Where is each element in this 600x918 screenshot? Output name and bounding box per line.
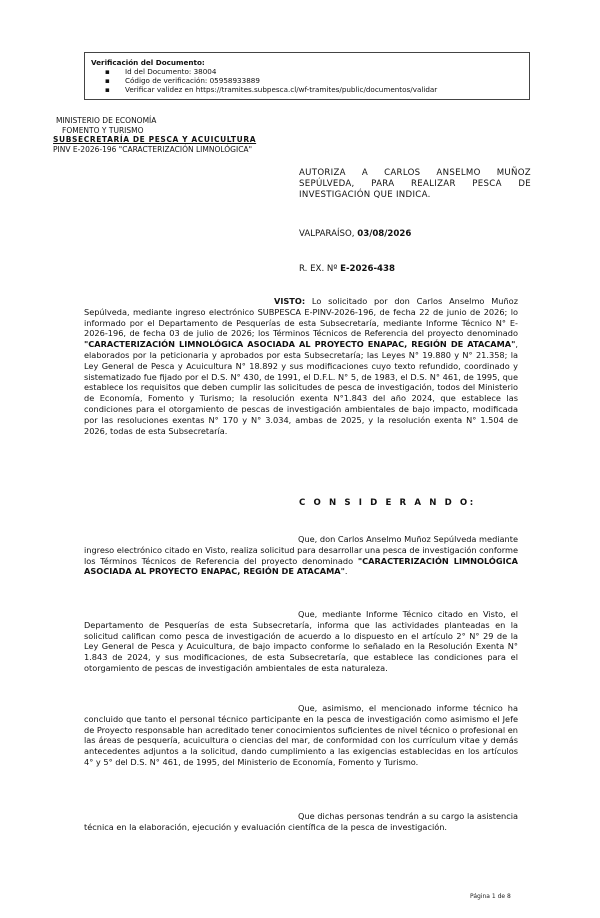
date-value: 03/08/2026	[357, 229, 412, 239]
verification-list	[91, 67, 521, 94]
page-number: Página 1 de 8	[470, 893, 511, 900]
c3-text: Que, asimismo, el mencionado informe técnico ha concluido que tanto el personal técnico participante en la pesca de investigación como asimismo el Jefe de Proyecto responsable han acreditado tener conocimientos suficientes de nivel técnico o profesional en las áreas de pesquería, acuicultura o ciencias del mar, de conformidad con los currículum vitae y demás antecedentes adjuntos a la solicitud, dando cumplimiento a las exigencias establecidas en los artículos 4° y 5° del D.S. N° 461, de 1995, del Ministerio de Economía, Fomento y Turismo.	[84, 703, 518, 767]
resolution-number	[299, 264, 395, 274]
c1-end: .	[344, 566, 348, 577]
document-id: ▪ Id del Documento: 38004	[125, 67, 521, 76]
subsecretaria-line: SUBSECRETARÍA DE PESCA Y ACUICULTURA	[53, 135, 257, 145]
considerando-heading: C O N S I D E R A N D O:	[299, 498, 476, 508]
c1-text: Que, don Carlos Anselmo Muñoz Sepúlveda mediante ingreso electrónico citado en Visto, realiza solicitud para desarrollar una pesca de investigación conforme los Términos Técnicos de Referencia del proyecto denominado	[84, 534, 518, 566]
considerando-paragraph-1	[84, 534, 518, 577]
c2-text: Que, mediante Informe Técnico citado en Visto, el Departamento de Pesquerías de esta Subsecretaría, informa que las actividades planteadas en la solicitud califican como pesca de investigación de acuerdo a lo dispuesto en el artículo 2° N° 29 de la Ley General de Pesca y Acuicultura, de bajo impacto conforme lo señalado en la Resolución Exenta N° 1.843 de 2024, y sus modificaciones, de esta Subsecretaría, que establece las condiciones para el otorgamiento de pescas de investigación ambientales de esta naturaleza.	[84, 609, 518, 673]
resolution-prefix: R. EX. Nº	[299, 264, 338, 274]
authorization-summary: AUTORIZA A CARLOS ANSELMO MUÑOZ SEPÚLVEDA, PARA REALIZAR PESCA DE INVESTIGACIÓN QUE INDICA.	[299, 168, 531, 201]
visto-project-name: "CARACTERIZACIÓN LIMNOLÓGICA ASOCIADA AL PROYECTO ENAPAC, REGIÓN DE ATACAMA"	[84, 339, 516, 350]
verification-box	[84, 52, 530, 100]
reference-line: PINV E-2026-196 "CARACTERIZACIÓN LIMNOLÓGICA"	[53, 144, 253, 154]
considerando-paragraph-2	[84, 609, 518, 674]
considerando-paragraph-3	[84, 703, 518, 768]
visto-paragraph	[84, 296, 518, 436]
visto-label: VISTO:	[274, 296, 306, 306]
c4-text: Que dichas personas tendrán a su cargo la asistencia técnica en la elaboración, ejecución y evaluación científica de la pesca de investigación.	[84, 811, 518, 832]
validation-url[interactable]: ▪ Verificar validez en https://tramites.subpesca.cl/wf-tramites/public/documentos/validar	[125, 85, 521, 94]
resolution-id: E-2026-438	[340, 264, 395, 274]
ministry-line-1: MINISTERIO DE ECONOMÍA	[56, 116, 157, 125]
c1-project-name: "CARACTERIZACIÓN LIMNOLÓGICA ASOCIADA AL PROYECTO ENAPAC, REGIÓN DE ATACAMA"	[84, 555, 518, 577]
considerando-paragraph-4	[84, 811, 518, 833]
ministry-line-2: FOMENTO Y TURISMO	[62, 125, 144, 135]
issuer-header	[53, 116, 257, 154]
verification-code: ▪ Código de verificación: 05958933889	[125, 76, 521, 85]
visto-text-2: , elaborados por la peticionaria y aprobados por esta Subsecretaría; las Leyes N° 19.880 y N° 21.358; la Ley General de Pesca y Acuicultura N° 18.892 y sus modificaciones cuyo texto refundido, coordinado y sistematizado fue fijado por el D.S. N° 430, de 1991, el D.F.L. N° 5, de 1983, el D.S. N° 461, de 1995, que establece los requisitos que deben cumplir las solicitudes de pesca de investigación, todos del Ministerio de Economía, Fomento y Turismo; la resolución exenta N°1.843 del año 2024, que establece las condiciones para el otorgamiento de pescas de investigación ambientales de bajo impacto, modificada por las resoluciones exentas N° 170 y N° 3.034, ambas de 2025, y la resolución exenta N° 1.504 de 2026, todas de esta Subsecretaría.	[84, 339, 518, 436]
date-city: VALPARAÍSO,	[299, 229, 355, 239]
verification-title: Verificación del Documento:	[91, 58, 205, 67]
document-date	[299, 229, 411, 239]
visto-text-1: Lo solicitado por don Carlos Anselmo Muñoz Sepúlveda, mediante ingreso electrónico SUBPESCA E-PINV-2026-196, de fecha 22 de junio de 2026; lo informado por el Departamento de Pesquerías de esta Subsecretaría, mediante Informe Técnico N° E-2026-196, de fecha 03 de julio de 2026; los Términos Técnicos de Referencia del proyecto denominado	[84, 296, 518, 339]
